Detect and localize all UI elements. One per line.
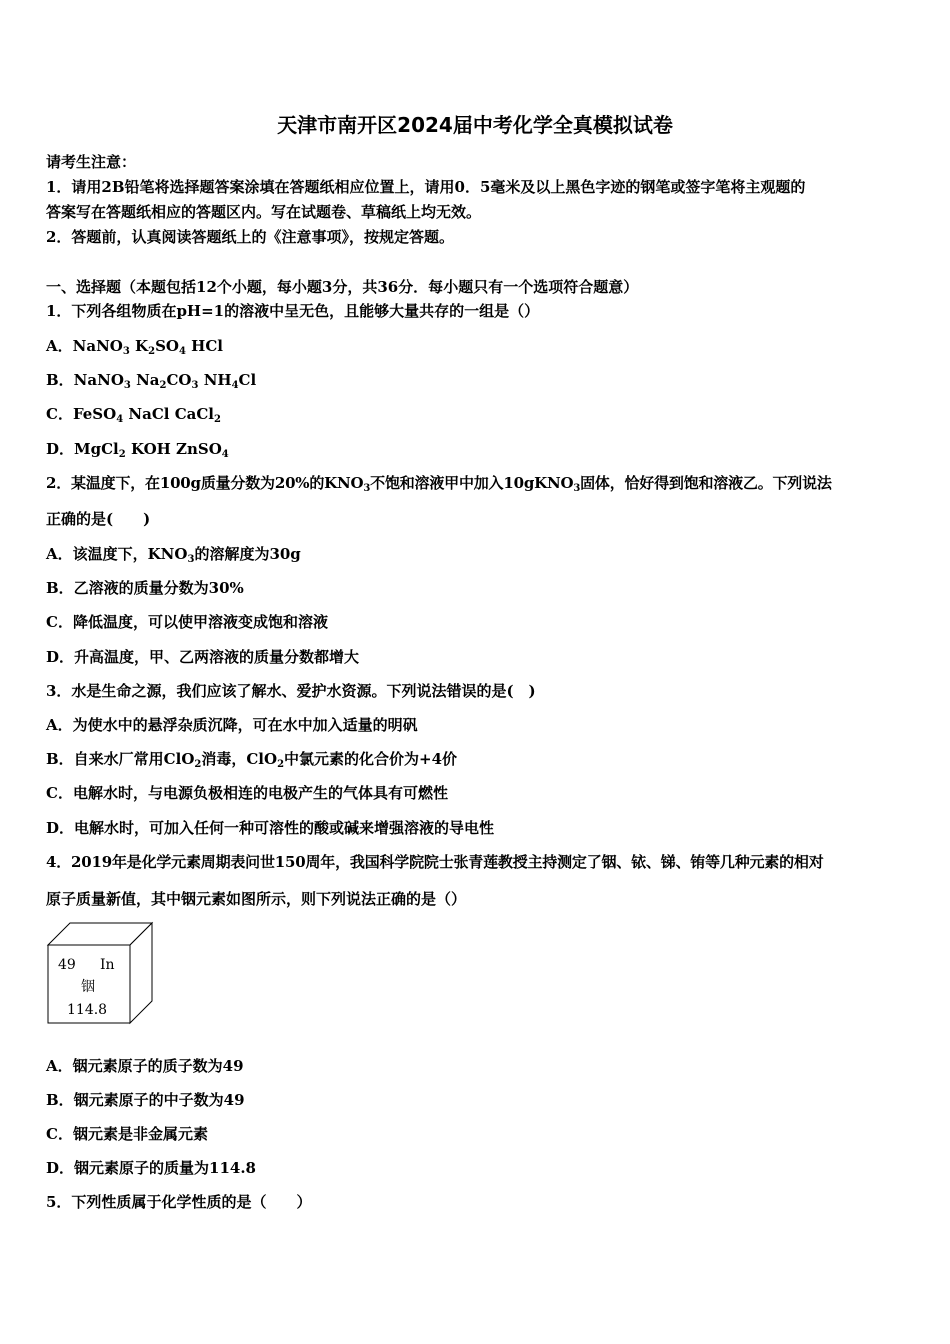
element-cube-figure (46, 921, 156, 1027)
notice-item-2: 2．答题前，认真阅读答题纸上的《注意事项》，按规定答题。 (46, 228, 454, 246)
question-3-option-c: C．电解水时，与电源负极相连的电极产生的气体具有可燃性 (46, 784, 448, 802)
section-heading: 一、选择题（本题包括12个小题，每小题3分，共36分．每小题只有一个选项符合题意） (46, 278, 639, 296)
question-3-option-d: D．电解水时，可加入任何一种可溶性的酸或碱来增强溶液的导电性 (46, 819, 495, 837)
notice-item-1-line-2: 答案写在答题纸相应的答题区内。写在试题卷、草稿纸上均无效。 (46, 203, 482, 221)
question-3-option-b: B．自来水厂常用ClO$_2$消毒，ClO$_2$中氯元素的化合价为+4价 (46, 750, 458, 770)
question-2-stem-line-2: 正确的是( ) (46, 510, 151, 528)
question-4-option-b: B．铟元素原子的中子数为49 (46, 1091, 245, 1109)
question-4-stem-line-1: 4．2019年是化学元素周期表问世150周年，我国科学院院士张青莲教授主持测定了铟、铱、锑、铕等几种元素的相对 (46, 853, 824, 871)
question-2-option-a: A．该温度下，$KNO_3$的溶解度为30g (46, 545, 301, 565)
question-4-option-a: A．铟元素原子的质子数为49 (46, 1057, 244, 1075)
element-atomic-number: 49 (58, 957, 76, 973)
page-title: 天津市南开区2024届中考化学全真模拟试卷 (277, 113, 673, 137)
question-4-option-d: D．铟元素原子的质量为114.8 (46, 1159, 256, 1177)
notice-item-1-line-1: 1．请用2B铅笔将选择题答案涂填在答题纸相应位置上，请用0．5毫米及以上黑色字迹的钢笔或签字笔将主观题的 (46, 178, 806, 196)
question-2-option-b: B．乙溶液的质量分数为30% (46, 579, 244, 597)
question-2-option-c: C．降低温度，可以使甲溶液变成饱和溶液 (46, 613, 328, 631)
question-1-option-a: A．NaNO$_3$ $K_2SO_4$ HCl (46, 337, 223, 357)
question-2-option-d: D．升高温度，甲、乙两溶液的质量分数都增大 (46, 648, 360, 666)
element-symbol: In (100, 957, 115, 973)
element-name: 铟 (81, 979, 95, 995)
question-1-option-b: B．NaNO$_3$ $Na_2CO_3$ $NH_4Cl$ (46, 371, 257, 391)
question-2-stem-line-1: 2．某温度下，在100g质量分数为20%的$KNO_3$不饱和溶液甲中加入10gKNO$_3$固体，恰好得到饱和溶液乙。下列说法 (46, 474, 832, 494)
question-1-option-c: C．FeSO$_4$ NaCl CaCl$_2$ (46, 405, 221, 425)
element-atomic-mass: 114.8 (67, 1002, 108, 1018)
question-3-option-a: A．为使水中的悬浮杂质沉降，可在水中加入适量的明矾 (46, 716, 418, 734)
question-5-stem: 5．下列性质属于化学性质的是（ ） (46, 1193, 312, 1211)
question-4-stem-line-2: 原子质量新值，其中铟元素如图所示，则下列说法正确的是（） (46, 890, 467, 908)
notice-heading: 请考生注意： (46, 153, 137, 171)
indium-element-card (46, 921, 156, 1027)
question-3-stem: 3．水是生命之源，我们应该了解水、爱护水资源。下列说法错误的是( ) (46, 682, 536, 700)
question-4-option-c: C．铟元素是非金属元素 (46, 1125, 208, 1143)
question-1-stem: 1．下列各组物质在pH=1的溶液中呈无色，且能够大量共存的一组是（） (46, 302, 540, 320)
question-1-option-d: D．MgCl$_2$ KOH ZnSO$_4$ (46, 440, 229, 460)
